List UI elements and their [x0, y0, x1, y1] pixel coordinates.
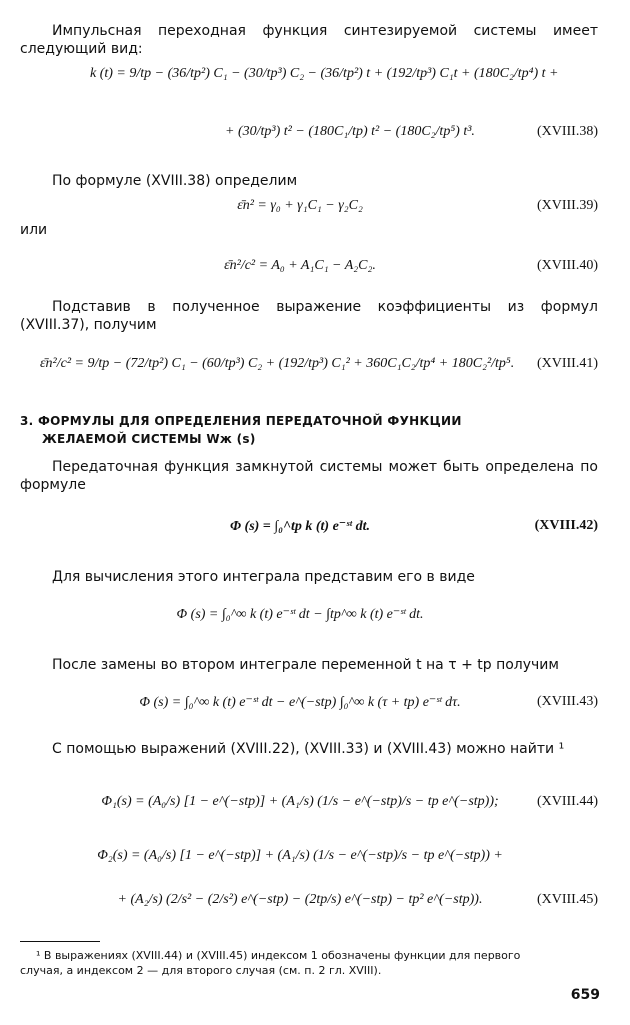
equation-number-39: (XVIII.39)	[536, 198, 598, 213]
equation-45-line1: Φ₂(s) = (A₀/s) [1 − e^(−stp)] + (A₁/s) (1/s − e^(−stp)/s − tp e^(−stp)) +	[97, 848, 503, 863]
equation-42-split: Φ (s) = ∫₀^∞ k (t) e⁻ˢᵗ dt − ∫tp^∞ k (t) e⁻ˢᵗ dt.	[176, 607, 424, 622]
equation-39: ε̄п² = γ₀ + γ₁C₁ − γ₂C₂	[237, 198, 363, 213]
equation-41: ε̄п²/c² = 9/tp − (72/tp²) C₁ − (60/tp³) C₂ + (192/tp³) C₁² + 360C₁C₂/tp⁴ + 180C₂²/tp⁵.	[40, 356, 515, 371]
section-heading-line2: ЖЕЛАЕМОЙ СИСТЕМЫ Wж (s)	[42, 432, 256, 446]
page-number: 659	[570, 987, 600, 1003]
footnote-divider	[20, 941, 100, 942]
footnote	[20, 948, 600, 978]
paragraph-substituting: Подставив в полученное выражение коэффициенты из формул (XVIII.37), получим	[20, 299, 598, 333]
equation-45-line2: + (A₂/s) (2/s² − (2/s²) e^(−stp) − (2tp/s) e^(−stp) − tp² e^(−stp)).	[117, 892, 483, 907]
equation-number-38: (XVIII.38)	[536, 124, 598, 139]
footnote-line1: ¹ В выражениях (XVIII.44) и (XVIII.45) индексом 1 обозначены функции для первого	[36, 949, 521, 962]
paragraph-transfer-function: Передаточная функция замкнутой системы может быть определена по формуле	[20, 459, 598, 493]
footnote-line2: случая, а индексом 2 — для второго случая (см. п. 2 гл. XVIII).	[20, 964, 382, 977]
equation-42: Φ (s) = ∫₀^tp k (t) e⁻ˢᵗ dt.	[229, 519, 371, 534]
section-heading-line1: 3. ФОРМУЛЫ ДЛЯ ОПРЕДЕЛЕНИЯ ПЕРЕДАТОЧНОЙ ФУНКЦИИ	[20, 414, 462, 428]
equation-number-44: (XVIII.44)	[536, 794, 598, 809]
equation-38-line1: k (t) = 9/tp − (36/tp²) C₁ − (30/tp³) C₂ − (36/tp²) t + (192/tp³) C₁t + (180C₂/tp⁴) t +	[90, 66, 559, 81]
section-heading	[20, 412, 600, 448]
paragraph-by-formula: По формуле (XVIII.38) определим	[52, 173, 298, 189]
paragraph-change-variable: После замены во втором интеграле переменной t на τ + tp получим	[52, 657, 559, 673]
equation-40: ε̄п²/c² = A₀ + A₁C₁ − A₂C₂.	[224, 258, 376, 273]
equation-number-45: (XVIII.45)	[536, 892, 598, 907]
paragraph-using-expressions: С помощью выражений (XVIII.22), (XVIII.33) и (XVIII.43) можно найти ¹	[52, 741, 565, 757]
equation-number-40: (XVIII.40)	[536, 258, 598, 273]
conjunction-or: или	[20, 222, 48, 238]
paragraph-integral-form: Для вычисления этого интеграла представим его в виде	[52, 569, 475, 585]
equation-43: Φ (s) = ∫₀^∞ k (t) e⁻ˢᵗ dt − e^(−stp) ∫₀^∞ k (τ + tp) e⁻ˢᵗ dτ.	[139, 695, 461, 710]
equation-number-42: (XVIII.42)	[534, 518, 598, 533]
paragraph-impulse-function: Импульсная переходная функция синтезируемой системы имеет следующий вид:	[20, 23, 598, 57]
equation-number-43: (XVIII.43)	[536, 694, 598, 709]
equation-38-line2: + (30/tp³) t² − (180C₁/tp) t² − (180C₂/tp⁵) t³.	[225, 124, 475, 139]
equation-44: Φ₁(s) = (A₀/s) [1 − e^(−stp)] + (A₁/s) (1/s − e^(−stp)/s − tp e^(−stp));	[101, 794, 499, 809]
equation-number-41: (XVIII.41)	[536, 356, 598, 371]
